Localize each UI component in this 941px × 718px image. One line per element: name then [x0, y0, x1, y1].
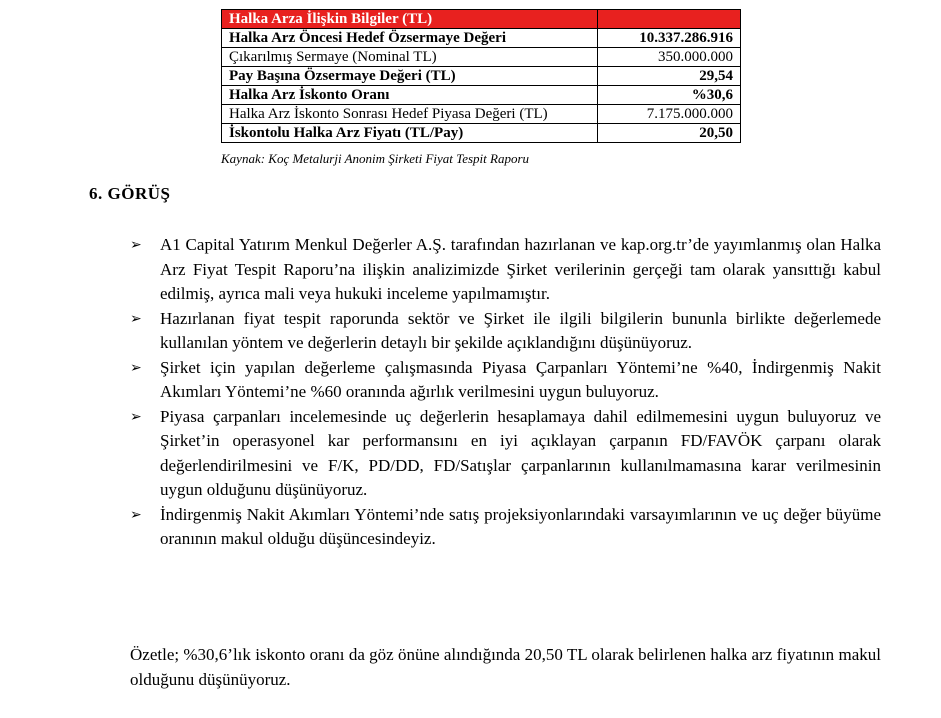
row-label: Halka Arz Öncesi Hedef Özsermaye Değeri: [222, 29, 598, 48]
list-item: [130, 405, 881, 503]
table-row: [222, 67, 741, 86]
row-value: 10.337.286.916: [598, 29, 741, 48]
arrowhead-right-icon: ➢: [130, 506, 142, 523]
row-label: İskontolu Halka Arz Fiyatı (TL/Pay): [222, 124, 598, 143]
table-row: [222, 124, 741, 143]
list-item: [130, 503, 881, 552]
table-source-note: Kaynak: Koç Metalurji Anonim Şirketi Fiyat Tespit Raporu: [221, 151, 530, 166]
arrowhead-right-icon: ➢: [130, 359, 142, 376]
row-label: Halka Arz İskonto Oranı: [222, 86, 598, 105]
row-label: Halka Arz İskonto Sonrası Hedef Piyasa Değeri (TL): [222, 105, 598, 124]
opinion-bullet-list: [130, 233, 881, 552]
section-title: 6. GÖRÜŞ: [89, 184, 171, 203]
bullet-text: A1 Capital Yatırım Menkul Değerler A.Ş. tarafından hazırlanan ve kap.org.tr’de yayımlanmış olan Halka Arz Fiyat Tespit Raporu’na ilişkin analizimizde Şirket verilerinin gerçeği tam olarak yansıttığı kabul edilmiş, ayrıca mali veya hukuki inceleme yapılmamıştır.: [160, 235, 881, 303]
list-item: [130, 233, 881, 307]
summary-paragraph: Özetle; %30,6’lık iskonto oranı da göz önüne alındığında 20,50 TL olarak belirlenen halka arz fiyatının makul olduğunu düşünüyoruz.: [130, 645, 881, 689]
table-row: [222, 29, 741, 48]
row-label: Çıkarılmış Sermaye (Nominal TL): [222, 48, 598, 67]
table-row: [222, 48, 741, 67]
ipo-info-table: [221, 9, 741, 143]
row-value: %30,6: [598, 86, 741, 105]
list-item: [130, 356, 881, 405]
table-header-row: [222, 10, 741, 29]
bullet-text: Piyasa çarpanları incelemesinde uç değerlerin hesaplamaya dahil edilmemesini uygun buluyoruz ve Şirket’in operasyonel kar performansını en iyi açıklayan çarpanın FD/FAVÖK çarpanı olarak değerlendirilmesini ve F/K, PD/DD, FD/Satışlar çarpanlarının kullanılmamasına karar verilmesinin uygun olduğunu düşünüyoruz.: [160, 406, 881, 499]
bullet-text: Hazırlanan fiyat tespit raporunda sektör ve Şirket ile ilgili bilgilerin bununla birlikte değerlemede kullanılan yöntem ve değerlerin detaylı bir şekilde açıklandığını düşünüyoruz.: [160, 308, 881, 352]
arrowhead-right-icon: ➢: [130, 237, 142, 253]
table-header-empty-cell: [598, 10, 741, 29]
row-value: 350.000.000: [598, 48, 741, 67]
arrowhead-right-icon: ➢: [130, 310, 142, 327]
row-value: 29,54: [598, 67, 741, 86]
arrowhead-right-icon: ➢: [130, 408, 142, 425]
bullet-text: Şirket için yapılan değerleme çalışmasında Piyasa Çarpanları Yöntemi’ne %40, İndirgenmiş Nakit Akımları Yöntemi’ne %60 oranında ağırlık verilmesini uygun buluyoruz.: [160, 357, 881, 401]
row-value: 7.175.000.000: [598, 105, 741, 124]
table-row: [222, 105, 741, 124]
row-value: 20,50: [598, 124, 741, 143]
bullet-text: İndirgenmiş Nakit Akımları Yöntemi’nde satış projeksiyonlarındaki varsayımlarının ve uç değer büyüme oranının makul olduğu düşüncesindeyiz.: [160, 504, 881, 548]
list-item: [130, 307, 881, 356]
table-row: [222, 86, 741, 105]
table-header-label: Halka Arza İlişkin Bilgiler (TL): [222, 10, 598, 29]
row-label: Pay Başına Özsermaye Değeri (TL): [222, 67, 598, 86]
